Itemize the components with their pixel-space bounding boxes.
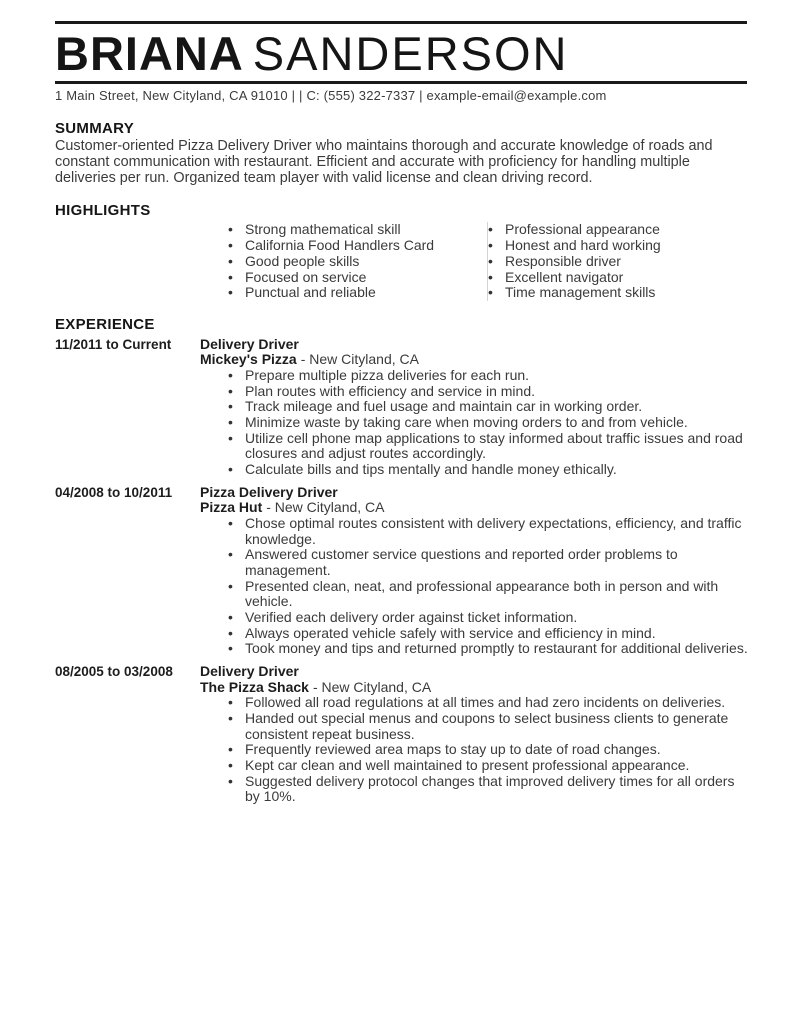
job-bullet bbox=[228, 547, 748, 578]
highlights-column-1 bbox=[228, 222, 487, 301]
job-bullet bbox=[228, 758, 748, 774]
highlights-section bbox=[55, 202, 747, 301]
summary-heading: SUMMARY bbox=[55, 120, 135, 137]
highlights-grid bbox=[55, 222, 747, 301]
highlights-heading: HIGHLIGHTS bbox=[55, 202, 151, 220]
job-bullet bbox=[228, 626, 748, 642]
job-bullet-list bbox=[200, 516, 748, 657]
bullet-icon bbox=[488, 238, 505, 254]
job-bullet bbox=[228, 399, 748, 415]
job-bullet-text: Minimize waste by taking care when moving orders to and from vehicle. bbox=[245, 414, 688, 431]
job-bullet-text: Plan routes with efficiency and service in mind. bbox=[245, 382, 535, 399]
job-bullet bbox=[228, 695, 748, 711]
highlight-item bbox=[228, 222, 487, 238]
person-name bbox=[55, 27, 747, 80]
job-bullet-text: Kept car clean and well maintained to present professional appearance. bbox=[245, 756, 690, 773]
job-company-line bbox=[200, 500, 748, 516]
job-body bbox=[200, 337, 748, 478]
job-body bbox=[200, 485, 748, 657]
company-location: - New Cityland, CA bbox=[300, 351, 419, 368]
experience-heading: EXPERIENCE bbox=[55, 315, 155, 333]
bullet-icon bbox=[228, 547, 245, 563]
job-bullet bbox=[228, 641, 748, 657]
bullet-icon bbox=[228, 695, 245, 711]
job-bullet bbox=[228, 368, 748, 384]
highlight-text: Good people skills bbox=[245, 252, 360, 269]
job-bullet-text: Frequently reviewed area maps to stay up to date of road changes. bbox=[245, 741, 661, 758]
bullet-icon bbox=[228, 399, 245, 415]
bullet-icon bbox=[228, 270, 245, 286]
job-entry bbox=[55, 664, 747, 805]
job-bullet-list bbox=[200, 695, 748, 805]
highlight-text: Excellent navigator bbox=[505, 268, 624, 285]
bullet-icon bbox=[228, 285, 245, 301]
job-company-line bbox=[200, 680, 748, 696]
bullet-icon bbox=[228, 222, 245, 238]
job-title: Delivery Driver bbox=[200, 663, 299, 680]
bullet-icon bbox=[228, 774, 245, 790]
job-company-line bbox=[200, 352, 748, 368]
job-bullet-text: Always operated vehicle safely with service and efficiency in mind. bbox=[245, 624, 656, 641]
job-bullet bbox=[228, 774, 748, 805]
highlight-text: Responsible driver bbox=[505, 252, 621, 269]
highlight-item bbox=[228, 285, 487, 301]
last-name: SANDERSON bbox=[252, 27, 569, 80]
job-bullet-text: Answered customer service questions and reported order problems to management. bbox=[245, 546, 678, 578]
highlight-text: California Food Handlers Card bbox=[245, 237, 435, 254]
job-bullet-text: Calculate bills and tips mentally and handle money ethically. bbox=[245, 461, 617, 478]
job-bullet bbox=[228, 516, 748, 547]
job-dates: 04/2008 to 10/2011 bbox=[55, 484, 173, 500]
job-bullet bbox=[228, 415, 748, 431]
bullet-icon bbox=[228, 516, 245, 532]
bullet-icon bbox=[228, 641, 245, 657]
highlight-item bbox=[488, 254, 747, 270]
bullet-icon bbox=[228, 711, 245, 727]
job-bullet bbox=[228, 579, 748, 610]
job-bullet-text: Presented clean, neat, and professional appearance both in person and with vehicle. bbox=[245, 577, 719, 610]
company-location: - New Cityland, CA bbox=[312, 678, 432, 695]
bullet-icon bbox=[228, 415, 245, 431]
highlights-column-2 bbox=[487, 222, 747, 301]
job-bullet-text: Verified each delivery order against ticket information. bbox=[245, 609, 578, 626]
experience-section bbox=[55, 316, 747, 805]
summary-section bbox=[55, 120, 747, 186]
bullet-icon bbox=[488, 254, 505, 270]
job-entry bbox=[55, 485, 747, 657]
bullet-icon bbox=[228, 431, 245, 447]
bullet-icon bbox=[228, 579, 245, 595]
job-bullet bbox=[228, 462, 748, 478]
highlight-item bbox=[228, 238, 487, 254]
job-entry bbox=[55, 337, 747, 478]
name-underline bbox=[55, 81, 747, 84]
highlight-item bbox=[488, 222, 747, 238]
bullet-icon bbox=[228, 462, 245, 478]
bullet-icon bbox=[228, 758, 245, 774]
job-bullet bbox=[228, 742, 748, 758]
highlight-item bbox=[488, 238, 747, 254]
highlight-text: Professional appearance bbox=[505, 221, 660, 238]
job-dates: 08/2005 to 03/2008 bbox=[55, 664, 173, 680]
job-bullet-text: Chose optimal routes consistent with delivery expectations, efficiency, and traffic knowledge. bbox=[245, 514, 742, 547]
company-location: - New Cityland, CA bbox=[266, 499, 385, 516]
bullet-icon bbox=[228, 368, 245, 384]
bullet-icon bbox=[228, 742, 245, 758]
company-name: Mickey's Pizza bbox=[200, 351, 297, 368]
highlight-text: Focused on service bbox=[245, 268, 367, 285]
highlight-text: Punctual and reliable bbox=[245, 284, 376, 301]
summary-text: Customer-oriented Pizza Delivery Driver who maintains thorough and accurate knowledge of roads and constant communication with restaurant. Efficient and accurate with proficiency for handling multiple deliveries per run. Organized team player with valid license and clean driving record. bbox=[55, 138, 713, 186]
job-bullet bbox=[228, 384, 748, 400]
job-title: Pizza Delivery Driver bbox=[200, 483, 338, 500]
job-bullet-text: Prepare multiple pizza deliveries for each run. bbox=[245, 366, 530, 383]
bullet-icon bbox=[488, 285, 505, 301]
top-rule bbox=[55, 21, 747, 24]
bullet-icon bbox=[228, 384, 245, 400]
job-bullet-list bbox=[200, 368, 748, 478]
job-title: Delivery Driver bbox=[200, 335, 299, 352]
bullet-icon bbox=[228, 626, 245, 642]
job-bullet-text: Took money and tips and returned promptly to restaurant for additional deliveries. bbox=[245, 640, 748, 657]
job-body bbox=[200, 664, 748, 805]
bullet-icon bbox=[488, 270, 505, 286]
bullet-icon bbox=[488, 222, 505, 238]
job-bullet-text: Utilize cell phone map applications to stay informed about traffic issues and road closures and adjust routes accordingly. bbox=[245, 429, 743, 462]
highlight-item bbox=[488, 270, 747, 286]
highlights-spacer bbox=[55, 222, 228, 301]
bullet-icon bbox=[228, 254, 245, 270]
job-bullet-text: Followed all road regulations at all times and had zero incidents on deliveries. bbox=[245, 694, 726, 711]
job-bullet-text: Suggested delivery protocol changes that improved delivery times for all orders by 10%. bbox=[245, 772, 735, 805]
job-bullet-text: Handed out special menus and coupons to select business clients to generate consistent repeat business. bbox=[245, 709, 729, 742]
highlight-text: Strong mathematical skill bbox=[245, 221, 401, 238]
highlight-text: Time management skills bbox=[505, 284, 656, 301]
bullet-icon bbox=[228, 238, 245, 254]
company-name: The Pizza Shack bbox=[200, 678, 309, 695]
highlight-text: Honest and hard working bbox=[505, 237, 661, 254]
highlight-item bbox=[228, 254, 487, 270]
highlight-item bbox=[228, 270, 487, 286]
company-name: Pizza Hut bbox=[200, 499, 263, 516]
first-name: BRIANA bbox=[55, 27, 244, 80]
highlight-item bbox=[488, 285, 747, 301]
contact-line: 1 Main Street, New Cityland, CA 91010 | | C: (555) 322-7337 | example-email@example.com bbox=[55, 88, 607, 103]
job-bullet-text: Track mileage and fuel usage and maintain car in working order. bbox=[245, 398, 643, 415]
bullet-icon bbox=[228, 610, 245, 626]
job-bullet bbox=[228, 431, 748, 462]
job-dates: 11/2011 to Current bbox=[55, 336, 172, 352]
job-bullet bbox=[228, 711, 748, 742]
job-bullet bbox=[228, 610, 748, 626]
